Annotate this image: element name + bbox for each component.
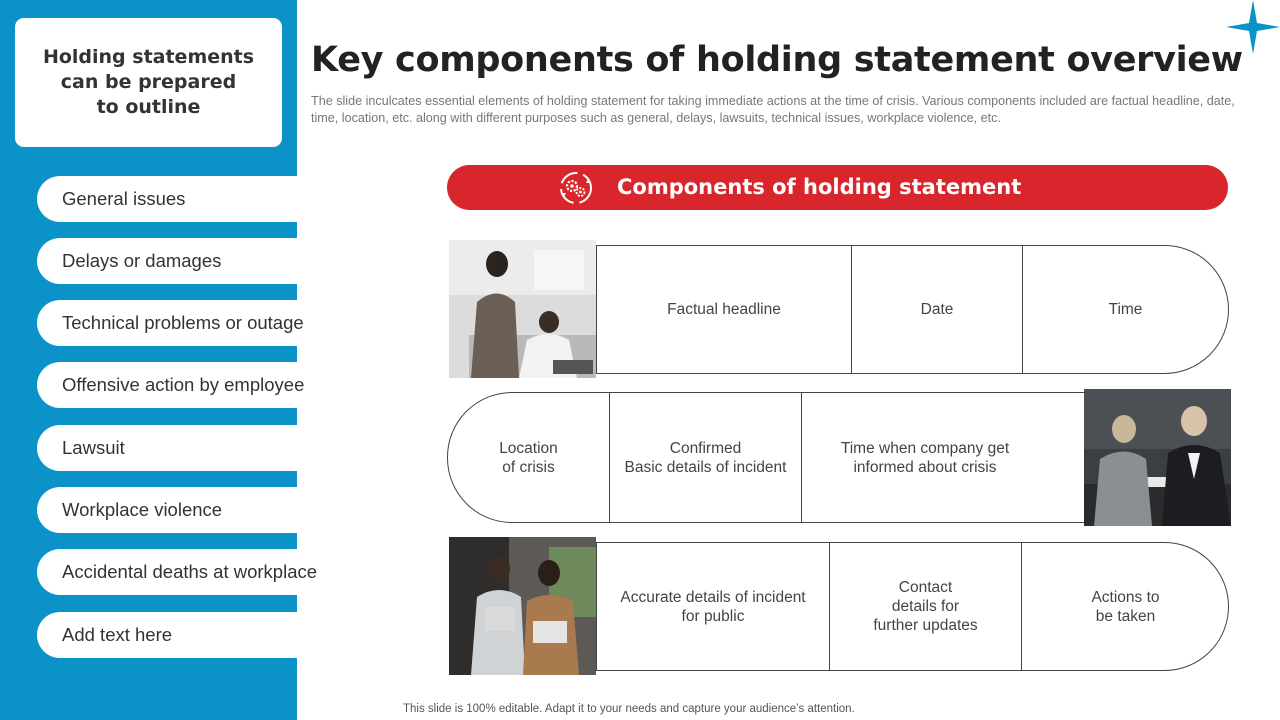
sidebar-item-delays[interactable] (37, 238, 297, 284)
sidebar-item-add-text[interactable] (37, 612, 297, 658)
component-cell (1022, 543, 1229, 670)
sidebar-heading-line: Holding statements (42, 46, 255, 68)
component-cell (802, 393, 1048, 522)
cell-text: be taken (1095, 607, 1156, 625)
component-cell (610, 393, 801, 522)
sidebar (0, 0, 318, 720)
component-row-3 (596, 542, 1229, 671)
cell-text: Time (1108, 301, 1143, 318)
cell-text: Accurate details of incident (620, 588, 806, 606)
sidebar-item-label: Delays or damages (62, 250, 222, 271)
sidebar-item-workplace-violence[interactable] (37, 487, 297, 533)
page-title: Key components of holding statement overview (311, 40, 1243, 80)
photo-colleagues-laptops (449, 537, 596, 675)
component-cell (597, 246, 851, 373)
sidebar-item-label: Technical problems or outage (62, 312, 304, 333)
cell-text: Time when company get (840, 439, 1010, 457)
cell-text: Actions to (1091, 588, 1160, 606)
page-description: The slide inculcates essential elements of holding statement for taking immediate actions at the time of crisis. Various components included are factual headline, date, time, location, etc. along with different purposes such as general, delays, lawsuits, technical issues, workplace violence, etc. (311, 94, 1235, 125)
sidebar-item-technical[interactable] (37, 300, 304, 346)
component-row-2 (447, 392, 1085, 523)
component-cell (830, 543, 1021, 670)
sidebar-item-label: Lawsuit (62, 437, 125, 458)
sidebar-item-label: Accidental deaths at workplace (62, 561, 318, 582)
photo-office-team (449, 240, 596, 378)
cell-text: Date (920, 301, 954, 318)
cell-text: Location (499, 439, 558, 457)
components-banner (447, 165, 1228, 210)
cell-text: Contact (898, 579, 953, 596)
component-cell (597, 543, 829, 670)
cell-text: Confirmed (669, 439, 742, 457)
sidebar-heading-card (15, 18, 282, 147)
component-row-1 (596, 245, 1229, 374)
cell-text: details for (891, 598, 960, 615)
cell-text: Basic details of incident (624, 458, 787, 476)
cell-text: Factual headline (667, 301, 781, 318)
sparkle-star-icon (1226, 0, 1280, 54)
sidebar-item-offensive-action[interactable] (37, 362, 305, 408)
gears-cycle-icon (559, 171, 593, 205)
sidebar-item-label: Add text here (62, 624, 173, 645)
footer-note: This slide is 100% editable. Adapt it to your needs and capture your audience’s attention. (403, 703, 855, 715)
component-cell (852, 246, 1022, 373)
sidebar-item-label: General issues (62, 188, 186, 209)
sidebar-item-accidental-deaths[interactable] (37, 549, 318, 595)
cell-text: further updates (873, 617, 978, 634)
component-cell (1023, 246, 1228, 373)
photo-business-meeting (1084, 389, 1231, 526)
sidebar-heading-line: can be prepared (60, 71, 237, 93)
banner-title: Components of holding statement (617, 175, 1022, 199)
cell-text: of crisis (502, 458, 555, 476)
component-cell (448, 393, 609, 522)
sidebar-item-label: Workplace violence (62, 499, 223, 520)
sidebar-item-general-issues[interactable] (37, 176, 297, 222)
sidebar-item-lawsuit[interactable] (37, 425, 297, 471)
cell-text: for public (681, 607, 745, 625)
sidebar-heading-line: to outline (96, 96, 201, 118)
sidebar-item-label: Offensive action by employee (62, 374, 305, 395)
cell-text: informed about crisis (853, 458, 997, 476)
